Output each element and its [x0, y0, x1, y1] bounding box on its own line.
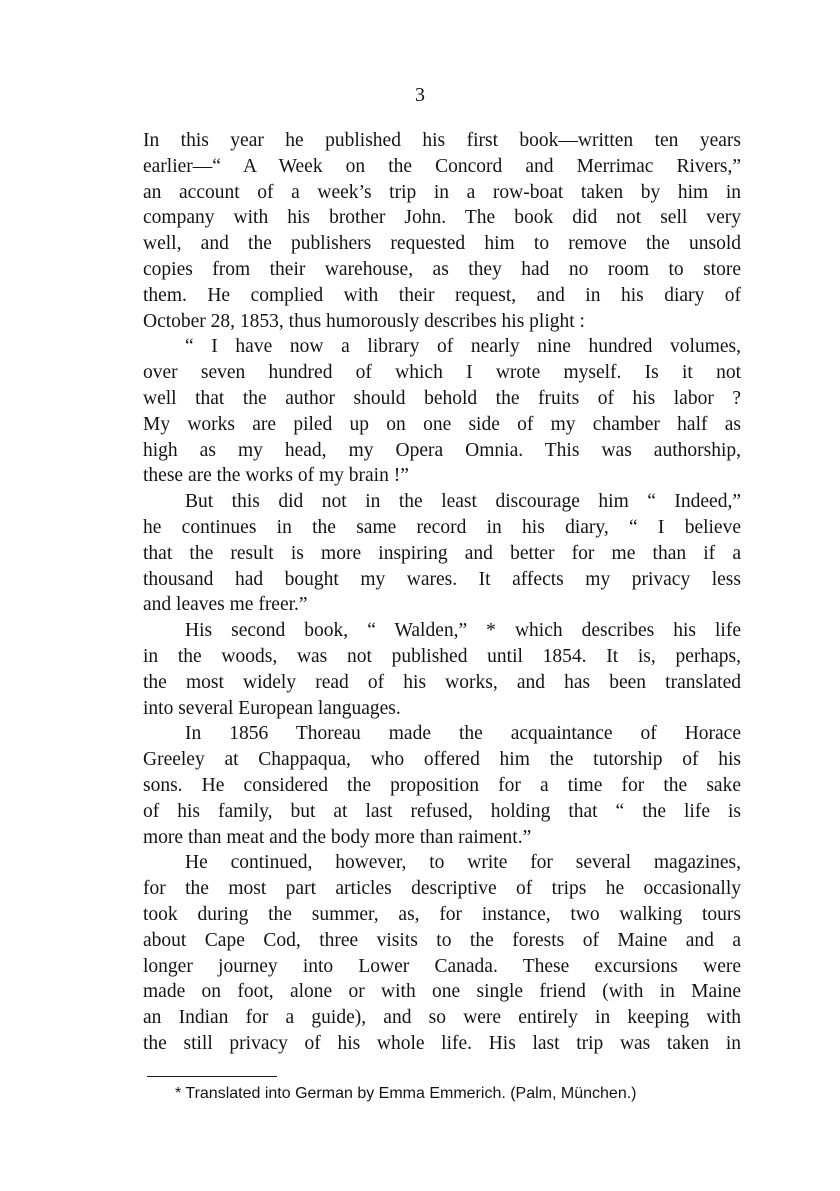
text-line: But this did not in the least discourage him “ Indeed,” — [185, 491, 741, 513]
text-line: sons. He considered the proposition for a time for the sake — [143, 774, 741, 796]
text-line: My works are piled up on one side of my chamber half as — [143, 413, 741, 435]
text-line: over seven hundred of which I wrote myself. Is it not — [143, 362, 741, 384]
text-line: about Cape Cod, three visits to the forests of Maine and a — [143, 929, 741, 951]
text-line: thousand had bought my wares. It affects my privacy less — [143, 568, 741, 590]
text-line: copies from their warehouse, as they had no room to store — [143, 258, 741, 280]
text-line: earlier—“ A Week on the Concord and Merrimac Rivers,” — [143, 155, 741, 177]
text-line: His second book, “ Walden,” * which describes his life — [185, 620, 741, 642]
text-line: October 28, 1853, thus humorously describes his plight : — [143, 310, 585, 332]
text-line: high as my head, my Opera Omnia. This was authorship, — [143, 439, 741, 461]
text-line: these are the works of my brain !” — [143, 465, 409, 487]
text-line: for the most part articles descriptive of trips he occasionally — [143, 878, 741, 900]
text-line: made on foot, alone or with one single friend (with in Maine — [143, 981, 741, 1003]
text-line: the most widely read of his works, and has been translated — [143, 671, 741, 693]
text-line: took during the summer, as, for instance, two walking tours — [143, 903, 741, 925]
text-line: Greeley at Chappaqua, who offered him the tutorship of his — [143, 749, 741, 771]
text-line: longer journey into Lower Canada. These excursions were — [143, 955, 741, 977]
body-text — [143, 128, 741, 1057]
text-line: them. He complied with their request, and in his diary of — [143, 284, 741, 306]
text-line: “ I have now a library of nearly nine hundred volumes, — [185, 336, 741, 358]
page-number: 3 — [415, 84, 425, 106]
text-line: well that the author should behold the fruits of his labor ? — [143, 387, 741, 409]
text-line: an account of a week’s trip in a row-boat taken by him in — [143, 181, 741, 203]
text-line: well, and the publishers requested him to remove the unsold — [143, 233, 741, 255]
text-line: company with his brother John. The book did not sell very — [143, 207, 741, 229]
footnote: * Translated into German by Emma Emmerich. (Palm, München.) — [175, 1085, 637, 1102]
text-line: an Indian for a guide), and so were entirely in keeping with — [143, 1007, 741, 1029]
text-line: In this year he published his first book—written ten years — [143, 130, 741, 151]
text-line: the still privacy of his whole life. His last trip was taken in — [143, 1032, 741, 1054]
footnote-divider — [147, 1076, 277, 1077]
text-line: more than meat and the body more than raiment.” — [143, 826, 532, 848]
text-line: of his family, but at last refused, holding that “ the life is — [143, 800, 741, 822]
text-line: he continues in the same record in his diary, “ I believe — [143, 516, 741, 538]
text-line: He continued, however, to write for several magazines, — [185, 852, 741, 874]
text-line: In 1856 Thoreau made the acquaintance of Horace — [185, 723, 741, 745]
text-line: that the result is more inspiring and better for me than if a — [143, 542, 741, 564]
text-line: into several European languages. — [143, 697, 401, 719]
text-line: in the woods, was not published until 1854. It is, perhaps, — [143, 645, 741, 667]
text-line: and leaves me freer.” — [143, 594, 308, 616]
